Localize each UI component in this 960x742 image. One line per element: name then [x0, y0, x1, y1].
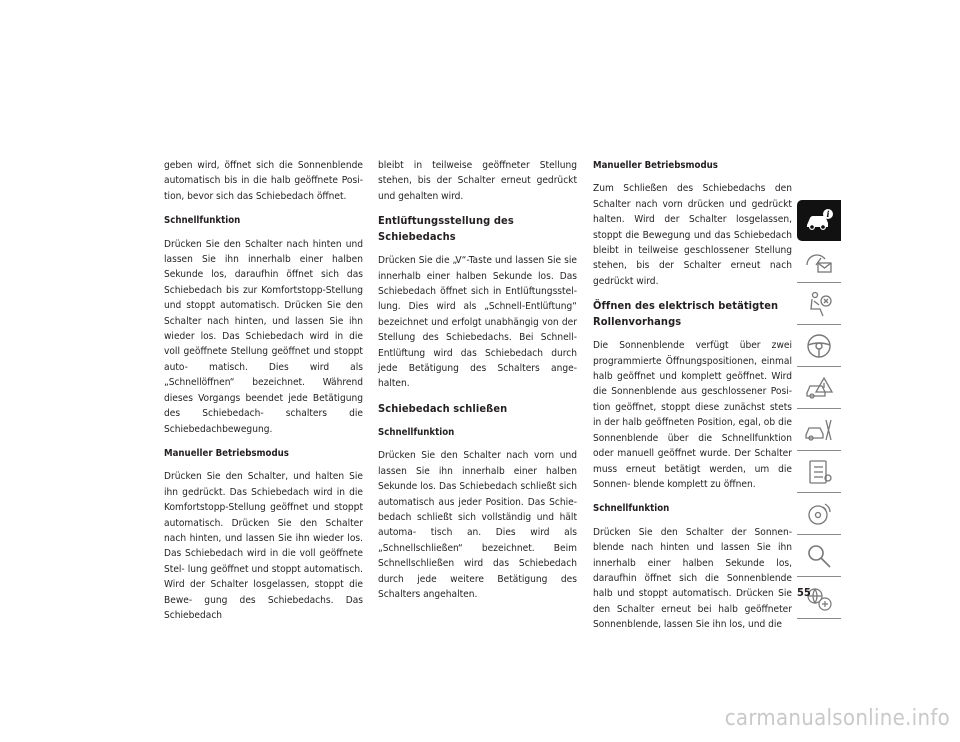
heading-schiebedach-schliessen: Schiebedach schließen: [378, 401, 508, 415]
tab-index[interactable]: [797, 536, 841, 577]
paragraph: Drücken Sie den Schalter nach vorn und lassen Sie ihn innerhalb einer halben Sekunde los. Das Schiebedach schließt sich automatisch aus jeder Position. Das Schie- bedach schließt sich vollständig und hält automa- tisch an. Dies wird als „Schnellschließen“ bezeichnet. Beim Schnellschließen wird das Schiebedach durch jede weitere Betätigung des Schalters angehalten.: [378, 450, 577, 600]
svg-text:i: i: [826, 209, 830, 219]
text-column-2: [378, 158, 577, 611]
paragraph: bleibt in teilweise geöffneter Stellung stehen, bis der Schalter erneut gedrückt und gehalten wird.: [378, 160, 577, 202]
paragraph: Drücken Sie den Schalter, und halten Sie ihn gedrückt. Das Schiebedach wird in die Komfortstopp-Stellung geöffnet und stoppt automatisch. Drücken Sie den Schalter nach hinten, und lassen Sie ihn wieder los. Das Schiebedach wird in die voll geöffnete Stel- lung geöffnet und stoppt automatisch. Wird der Schalter losgelassen, stoppt die Bewe- gung des Schiebedachs. Das Schiebedach: [164, 471, 363, 621]
tab-maintenance[interactable]: [797, 410, 841, 451]
heading-line-1: Öffnen des elektrisch betätigten: [593, 299, 779, 313]
subheading-schnellfunktion: Schnellfunktion: [593, 503, 670, 515]
magnifier-icon: [804, 541, 834, 571]
heading-entlueftungsstellung: Entlüftungsstellung des Schiebedachs: [378, 214, 514, 244]
tab-vehicle-info[interactable]: [797, 200, 841, 241]
paragraph: Die Sonnenblende verfügt über zwei programmierte Öffnungspositionen, einmal halb geöffnet und komplett geöffnet. Wird die Sonnenblende aus geschlossener Posi- tion geöffnet, stoppt diese zunächst stets in der halb geöffneten Position, egal, ob die Sonnenblende über die Schnellfunktion oder manuell geöffnet wurde. Der Schalter muss erneut betätigt werden, um die Sonnen- blende komplett zu öffnen.: [593, 340, 792, 490]
steering-wheel-icon: [804, 331, 834, 361]
subheading-manueller-betriebsmodus: Manueller Betriebsmodus: [164, 447, 289, 459]
subheading-manueller-betriebsmodus: Manueller Betriebsmodus: [593, 160, 718, 171]
car-tools-icon: [804, 415, 834, 445]
car-warning-icon: [804, 373, 834, 403]
paragraph: Drücken Sie die „V“-Taste und lassen Sie sie innerhalb einer halben Sekunde los. Das Schiebedach öffnet sich in Entlüftungsstel- lung. Dies wird als „Schnell-Entlüftung“ bezeichnet und erfolgt unabhängig von der Stellung des Schiebedachs. Bei Schnell-Entlüftung wird das Schiebedach durch jede Betätigung des Schalters ange- halten.: [378, 255, 577, 390]
heading-line-2: Rollenvorhangs: [593, 315, 682, 329]
subheading-schnellfunktion: Schnellfunktion: [378, 426, 455, 438]
tab-dashboard[interactable]: [797, 242, 841, 283]
tab-safety[interactable]: [797, 284, 841, 325]
tab-driving[interactable]: [797, 326, 841, 367]
paragraph: Zum Schließen des Schiebedachs den Schalter nach vorn drücken und gedrückt halten. Wird der Schalter losgelassen, stoppt die Bewegung und das Schiebedach bleibt in teilweise geschlossener Stellung stehen, bis der Schalter erneut nach gedrückt wird.: [593, 183, 792, 287]
paragraph: Drücken Sie den Schalter der Sonnen- blende nach hinten und lassen Sie ihn innerhalb einer halben Sekunde los, daraufhin öffnet sich die Sonnenblende halb und stoppt automatisch. Drücken Sie den Schalter erneut bei halb geöffneter Sonnenblende, lassen Sie ihn los, und die: [593, 526, 792, 631]
paragraph: geben wird, öffnet sich die Sonnenblende automatisch bis in die halb geöffnete Posi- tion, bevor sich das Schiebedach öffnet.: [164, 160, 363, 202]
checklist-icon: [804, 457, 834, 487]
tab-specifications[interactable]: [797, 452, 841, 493]
chapter-tabs: [797, 200, 841, 620]
paragraph: Drücken Sie den Schalter nach hinten und lassen Sie ihn innerhalb einer halben Sekunde los, daraufhin öffnet sich das Schiebedach bis zur Komfortstopp-Stellung und stoppt automatisch. Drücken Sie den Schalter nach hinten, und lassen Sie ihn wieder los. Das Schiebedach wird in die voll geöffnete Stellung geöffnet und stoppt auto- matisch. Dies wird als „Schnellöffnen“ bezeichnet. Während dieses Vorgangs beendet jede Betätigung des Schiebedach- schalters die Schiebedachbewegung.: [164, 238, 363, 435]
media-disc-icon: [804, 499, 834, 529]
seat-airbag-icon: [804, 289, 834, 319]
heading-rollenvorhang: [593, 298, 792, 330]
text-column-3: [593, 158, 792, 642]
text-column-1: [164, 158, 363, 632]
tab-emergency[interactable]: [797, 368, 841, 409]
watermark: carmanualsonline.info: [724, 706, 950, 731]
dashboard-mail-icon: [804, 247, 834, 277]
subheading-schnellfunktion: Schnellfunktion: [164, 215, 241, 227]
tab-multimedia[interactable]: [797, 494, 841, 535]
page-number: 55: [797, 586, 811, 599]
car-info-icon: [804, 205, 834, 235]
